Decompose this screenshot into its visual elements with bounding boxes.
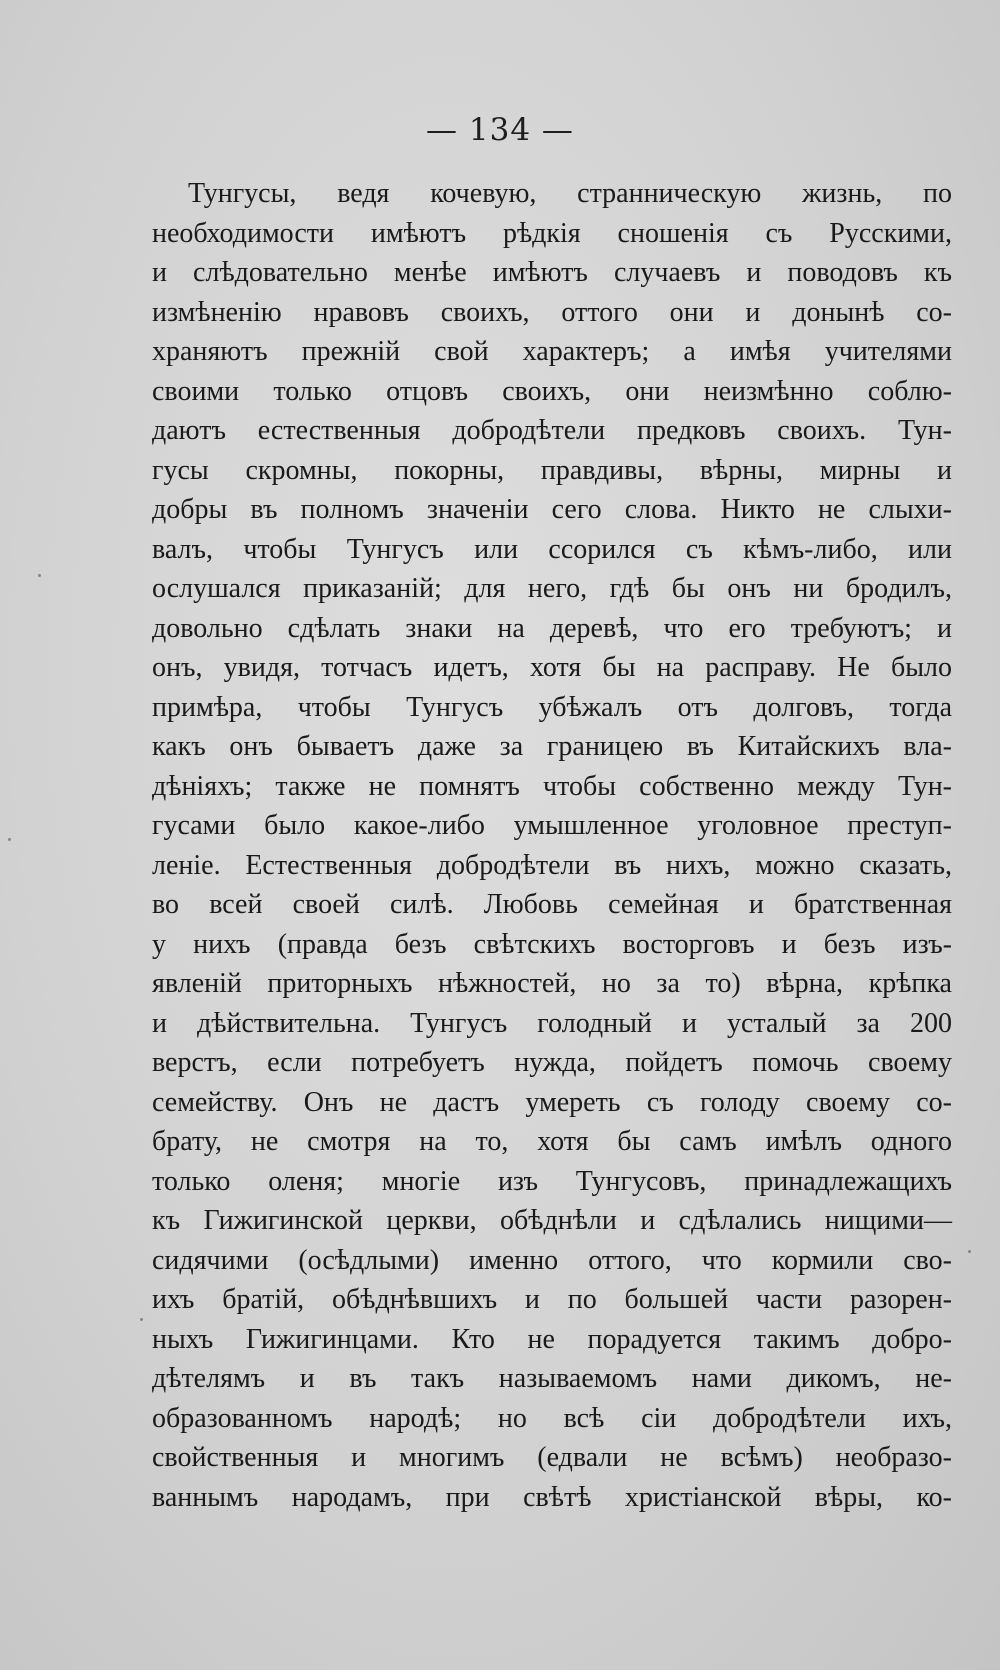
text-line: валъ, чтобы Тунгусъ или ссорился съ кѣмъ-либо, или bbox=[152, 533, 952, 565]
paper-speck bbox=[968, 1250, 971, 1253]
text-line: сидячими (осѣдлыми) именно оттого, что кормили сво- bbox=[152, 1244, 952, 1276]
text-line: у нихъ (правда безъ свѣтскихъ восторговъ и безъ изъ- bbox=[152, 928, 952, 960]
paper-speck bbox=[38, 574, 41, 577]
text-line: гусами было какое-либо умышленное уголовное преступ- bbox=[152, 810, 952, 841]
paper-speck bbox=[140, 1318, 143, 1321]
body-text bbox=[152, 174, 952, 1517]
text-line: даютъ естественныя добродѣтели предковъ своихъ. Тун- bbox=[152, 415, 952, 446]
text-line: и дѣйствительна. Тунгусъ голодный и усталый за 200 bbox=[152, 1007, 952, 1039]
text-line: добры въ полномъ значеніи сего слова. Никто не слыхи- bbox=[152, 494, 952, 525]
text-line: образованномъ народѣ; но всѣ сіи добродѣтели ихъ, bbox=[152, 1402, 952, 1434]
text-line: ослушался приказаній; для него, гдѣ бы онъ ни бродилъ, bbox=[152, 573, 952, 604]
text-line: брату, не смотря на то, хотя бы самъ имѣлъ одного bbox=[152, 1126, 952, 1157]
text-line: дѣніяхъ; также не помнятъ чтобы собственно между Тун- bbox=[152, 770, 952, 802]
text-line: ихъ братій, обѣднѣвшихъ и по большей части разорен- bbox=[152, 1284, 952, 1315]
text-line: онъ, увидя, тотчасъ идетъ, хотя бы на расправу. Не было bbox=[152, 652, 952, 683]
text-line: семейству. Онъ не дастъ умереть съ голоду своему со- bbox=[152, 1086, 952, 1118]
text-line: свойственныя и многимъ (едвали не всѣмъ) необразо- bbox=[152, 1442, 952, 1473]
text-line: ныхъ Гижигинцами. Кто не порадуется такимъ добро- bbox=[152, 1323, 952, 1355]
paper-speck bbox=[8, 838, 11, 841]
text-line: только оленя; многіе изъ Тунгусовъ, принадлежащихъ bbox=[152, 1165, 952, 1197]
text-line: необходимости имѣютъ рѣдкія сношенія съ Русскими, bbox=[152, 217, 952, 249]
text-line: Тунгусы, ведя кочевую, странническую жизнь, по bbox=[188, 178, 952, 209]
text-line: къ Гижигинской церкви, обѣднѣли и сдѣлались нищими— bbox=[152, 1205, 952, 1236]
text-line: леніе. Естественныя добродѣтели въ нихъ, можно сказать, bbox=[152, 849, 952, 881]
text-line: во всей своей силѣ. Любовь семейная и братственная bbox=[152, 889, 952, 920]
text-line: гусы скромны, покорны, правдивы, вѣрны, мирны и bbox=[152, 454, 952, 486]
text-line: своими только отцовъ своихъ, они неизмѣнно соблю- bbox=[152, 375, 952, 407]
text-line: примѣра, чтобы Тунгусъ убѣжалъ отъ долговъ, тогда bbox=[152, 691, 952, 723]
text-line: верстъ, если потребуетъ нужда, пойдетъ помочь своему bbox=[152, 1047, 952, 1078]
text-line: измѣненію нравовъ своихъ, оттого они и донынѣ со- bbox=[152, 296, 952, 328]
text-line: дѣтелямъ и въ такъ называемомъ нами дикомъ, не- bbox=[152, 1363, 952, 1394]
text-line: довольно сдѣлать знаки на деревѣ, что его требуютъ; и bbox=[152, 612, 952, 644]
text-line: какъ онъ бываетъ даже за границею въ Китайскихъ вла- bbox=[152, 731, 952, 762]
page-number: — 134 — bbox=[426, 112, 574, 148]
text-line: ваннымъ народамъ, при свѣтѣ христіанской вѣры, ко- bbox=[152, 1481, 952, 1513]
text-line: явленій приторныхъ нѣжностей, но за то) вѣрна, крѣпка bbox=[152, 968, 952, 999]
text-line: храняютъ прежній свой характеръ; а имѣя учителями bbox=[152, 336, 952, 367]
text-line: и слѣдовательно менѣе имѣютъ случаевъ и поводовъ къ bbox=[152, 257, 952, 288]
